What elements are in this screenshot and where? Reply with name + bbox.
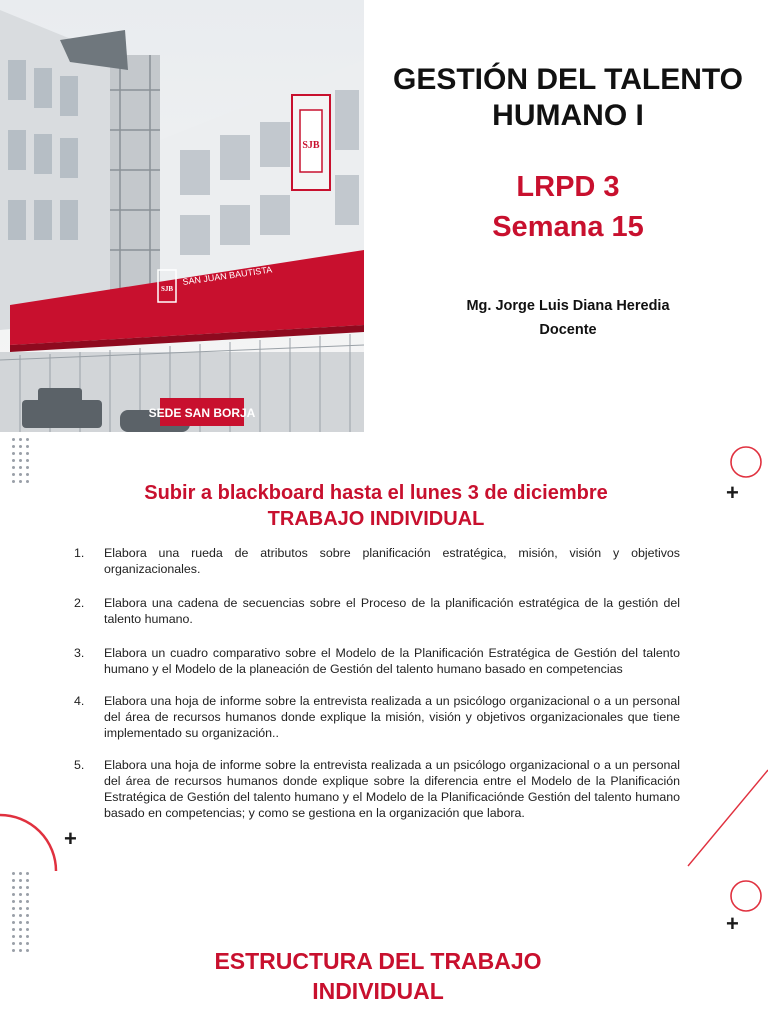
deadline-text: Subir a blackboard hasta el lunes 3 de diciembre: [144, 482, 608, 504]
task-text: Elabora una rueda de atributos sobre planificación estratégica, misión, visión y objetivos organizacionales.: [104, 546, 680, 576]
task-text: Elabora una hoja de informe sobre la entrevista realizada a un psicólogo organizacional o a un personal del área de recursos humanos donde explique la misión, visión y objetivos organizacionales que tiene implementado su organización..: [104, 694, 680, 740]
task-number: 2.: [74, 596, 85, 610]
teacher-name: Mg. Jorge Luis Diana Heredia: [466, 298, 670, 314]
task-number: 1.: [74, 546, 85, 560]
vertical-logo-text: SJB: [302, 140, 320, 151]
plus-icon: +: [64, 826, 77, 851]
band-university-name: SAN JUAN BAUTISTA: [181, 264, 273, 287]
sede-sign-text: SEDE SAN BORJA: [148, 406, 256, 420]
circle-decoration: [731, 881, 761, 911]
circle-decoration: [731, 447, 761, 477]
diagonal-line-decoration: [688, 770, 768, 866]
task-text: Elabora una cadena de secuencias sobre el Proceso de la planificación estratégica de la gestión del talento humano.: [104, 596, 680, 626]
task-text: Elabora una hoja de informe sobre la entrevista realizada a un psicólogo organizacional o a un personal del área de recursos humanos donde explique sobre la diferencia entre el Modelo de la Planificación Estratégica de Gestión del talento humano y el Modelo de la Planificaciónde Gestión del talento humano basado en competencias; y como se gestiona en la organización que labora.: [104, 758, 680, 820]
teacher-role: Docente: [539, 322, 597, 338]
svg-text:SJB: SJB: [160, 285, 174, 293]
course-title: GESTIÓN DEL TALENTO HUMANO I: [392, 63, 744, 132]
task-number: 3.: [74, 646, 85, 660]
task-number: 5.: [74, 758, 85, 772]
structure-title: ESTRUCTURA DEL TRABAJO INDIVIDUAL: [214, 948, 542, 1004]
task-number: 4.: [74, 694, 85, 708]
activity-code: LRPD 3: [516, 171, 620, 203]
task-text: Elabora un cuadro comparativo sobre el Modelo de la Planificación Estratégica de Gestión del talento humano y el Modelo de la planeación de Gestión del talento humano basado en competencias: [104, 646, 680, 676]
assignment-type: TRABAJO INDIVIDUAL: [267, 508, 485, 530]
plus-icon: +: [726, 911, 739, 936]
plus-icon: +: [726, 480, 739, 505]
arc-decoration: [0, 815, 56, 871]
week-label: Semana 15: [492, 211, 644, 243]
